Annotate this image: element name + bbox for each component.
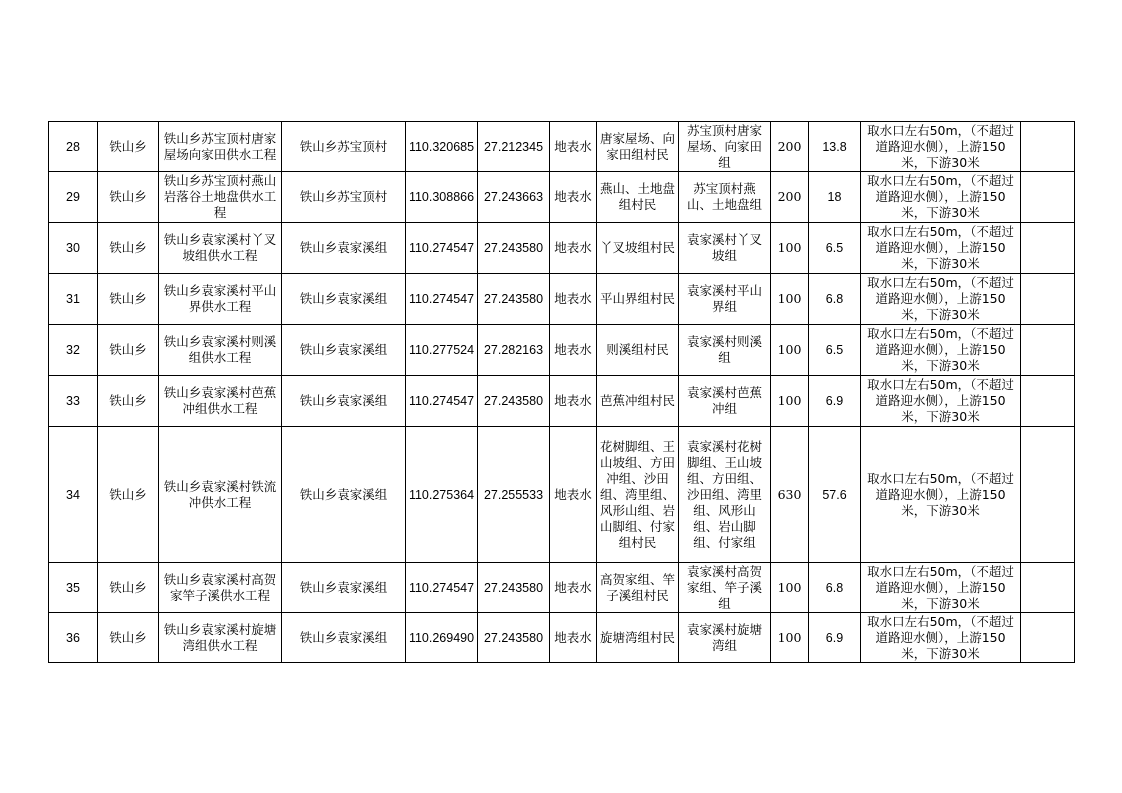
cell-flow: 13.8 <box>809 122 861 172</box>
cell-project-name: 铁山乡袁家溪村丫叉坡组供水工程 <box>159 223 282 274</box>
cell-protection-range: 取水口左右50m，（不超过道路迎水侧），上游150米，下游30米 <box>861 563 1021 613</box>
cell-note <box>1021 427 1075 563</box>
cell-supply-unit: 铁山乡袁家溪组 <box>282 613 406 663</box>
cell-project-name: 铁山乡袁家溪村高贺家竿子溪供水工程 <box>159 563 282 613</box>
cell-water-type: 地表水 <box>550 223 597 274</box>
cell-water-type: 地表水 <box>550 427 597 563</box>
cell-population: 100 <box>771 274 809 325</box>
cell-supply-area: 袁家溪村则溪组 <box>679 325 771 376</box>
table-row <box>49 376 1075 427</box>
cell-number: 31 <box>49 274 98 325</box>
cell-number: 34 <box>49 427 98 563</box>
cell-flow: 18 <box>809 172 861 223</box>
cell-supply-area: 袁家溪村平山界组 <box>679 274 771 325</box>
cell-supply-area: 袁家溪村旋塘湾组 <box>679 613 771 663</box>
cell-longitude: 110.274547 <box>406 223 478 274</box>
cell-water-users: 花树脚组、王山坡组、方田冲组、沙田组、湾里组、风形山组、岩山脚组、付家组村民 <box>597 427 679 563</box>
cell-water-type: 地表水 <box>550 274 597 325</box>
cell-flow: 57.6 <box>809 427 861 563</box>
cell-longitude: 110.274547 <box>406 563 478 613</box>
cell-project-name: 铁山乡袁家溪村平山界供水工程 <box>159 274 282 325</box>
cell-latitude: 27.243580 <box>478 274 550 325</box>
table-row <box>49 274 1075 325</box>
cell-flow: 6.8 <box>809 274 861 325</box>
cell-latitude: 27.255533 <box>478 427 550 563</box>
cell-protection-range: 取水口左右50m，（不超过道路迎水侧），上游150米，下游30米 <box>861 274 1021 325</box>
cell-project-name: 铁山乡苏宝顶村唐家屋场向家田供水工程 <box>159 122 282 172</box>
cell-population: 100 <box>771 376 809 427</box>
cell-number: 33 <box>49 376 98 427</box>
cell-longitude: 110.275364 <box>406 427 478 563</box>
cell-longitude: 110.274547 <box>406 376 478 427</box>
cell-project-name: 铁山乡袁家溪村则溪组供水工程 <box>159 325 282 376</box>
cell-note <box>1021 223 1075 274</box>
cell-note <box>1021 325 1075 376</box>
cell-water-users: 唐家屋场、向家田组村民 <box>597 122 679 172</box>
cell-township: 铁山乡 <box>98 223 159 274</box>
cell-longitude: 110.274547 <box>406 274 478 325</box>
cell-number: 35 <box>49 563 98 613</box>
cell-longitude: 110.308866 <box>406 172 478 223</box>
cell-water-type: 地表水 <box>550 563 597 613</box>
cell-water-users: 芭蕉冲组村民 <box>597 376 679 427</box>
cell-supply-unit: 铁山乡袁家溪组 <box>282 325 406 376</box>
table-row <box>49 563 1075 613</box>
table-row <box>49 613 1075 663</box>
table-row <box>49 172 1075 223</box>
cell-note <box>1021 613 1075 663</box>
cell-supply-unit: 铁山乡苏宝顶村 <box>282 172 406 223</box>
cell-population: 100 <box>771 223 809 274</box>
cell-flow: 6.9 <box>809 613 861 663</box>
cell-population: 200 <box>771 122 809 172</box>
cell-number: 32 <box>49 325 98 376</box>
cell-number: 29 <box>49 172 98 223</box>
table-row <box>49 325 1075 376</box>
table-row <box>49 122 1075 172</box>
cell-supply-unit: 铁山乡苏宝顶村 <box>282 122 406 172</box>
cell-note <box>1021 563 1075 613</box>
cell-water-users: 旋塘湾组村民 <box>597 613 679 663</box>
cell-supply-area: 袁家溪村芭蕉冲组 <box>679 376 771 427</box>
cell-water-type: 地表水 <box>550 122 597 172</box>
cell-note <box>1021 122 1075 172</box>
cell-township: 铁山乡 <box>98 613 159 663</box>
cell-population: 100 <box>771 563 809 613</box>
cell-water-users: 平山界组村民 <box>597 274 679 325</box>
cell-project-name: 铁山乡袁家溪村旋塘湾组供水工程 <box>159 613 282 663</box>
cell-supply-unit: 铁山乡袁家溪组 <box>282 223 406 274</box>
cell-supply-area: 苏宝顶村燕山、土地盘组 <box>679 172 771 223</box>
cell-supply-area: 袁家溪村高贺家组、竿子溪组 <box>679 563 771 613</box>
cell-supply-unit: 铁山乡袁家溪组 <box>282 563 406 613</box>
cell-supply-unit: 铁山乡袁家溪组 <box>282 376 406 427</box>
water-source-table <box>48 121 1075 663</box>
cell-project-name: 铁山乡苏宝顶村燕山岩落谷土地盘供水工程 <box>159 172 282 223</box>
cell-supply-area: 袁家溪村丫叉坡组 <box>679 223 771 274</box>
cell-population: 200 <box>771 172 809 223</box>
cell-protection-range: 取水口左右50m，（不超过道路迎水侧），上游150米，下游30米 <box>861 613 1021 663</box>
cell-water-users: 高贺家组、竿子溪组村民 <box>597 563 679 613</box>
cell-water-users: 则溪组村民 <box>597 325 679 376</box>
cell-longitude: 110.320685 <box>406 122 478 172</box>
cell-note <box>1021 274 1075 325</box>
cell-latitude: 27.243580 <box>478 613 550 663</box>
cell-number: 30 <box>49 223 98 274</box>
cell-latitude: 27.282163 <box>478 325 550 376</box>
cell-water-type: 地表水 <box>550 376 597 427</box>
cell-protection-range: 取水口左右50m，（不超过道路迎水侧），上游150米，下游30米 <box>861 427 1021 563</box>
cell-latitude: 27.243580 <box>478 563 550 613</box>
cell-flow: 6.5 <box>809 325 861 376</box>
cell-supply-unit: 铁山乡袁家溪组 <box>282 427 406 563</box>
cell-population: 630 <box>771 427 809 563</box>
cell-note <box>1021 376 1075 427</box>
cell-water-type: 地表水 <box>550 613 597 663</box>
cell-township: 铁山乡 <box>98 427 159 563</box>
cell-water-users: 燕山、土地盘组村民 <box>597 172 679 223</box>
cell-population: 100 <box>771 325 809 376</box>
table-row <box>49 427 1075 563</box>
cell-project-name: 铁山乡袁家溪村芭蕉冲组供水工程 <box>159 376 282 427</box>
cell-supply-area: 袁家溪村花树脚组、王山坡组、方田组、沙田组、湾里组、风形山组、岩山脚组、付家组 <box>679 427 771 563</box>
cell-protection-range: 取水口左右50m，（不超过道路迎水侧），上游150米，下游30米 <box>861 223 1021 274</box>
cell-township: 铁山乡 <box>98 376 159 427</box>
cell-latitude: 27.212345 <box>478 122 550 172</box>
cell-longitude: 110.277524 <box>406 325 478 376</box>
cell-latitude: 27.243580 <box>478 223 550 274</box>
cell-flow: 6.8 <box>809 563 861 613</box>
cell-protection-range: 取水口左右50m，（不超过道路迎水侧），上游150米，下游30米 <box>861 122 1021 172</box>
cell-note <box>1021 172 1075 223</box>
cell-supply-unit: 铁山乡袁家溪组 <box>282 274 406 325</box>
cell-number: 28 <box>49 122 98 172</box>
cell-population: 100 <box>771 613 809 663</box>
cell-number: 36 <box>49 613 98 663</box>
cell-township: 铁山乡 <box>98 172 159 223</box>
table-body <box>49 122 1075 663</box>
cell-longitude: 110.269490 <box>406 613 478 663</box>
cell-water-type: 地表水 <box>550 172 597 223</box>
cell-water-type: 地表水 <box>550 325 597 376</box>
cell-flow: 6.9 <box>809 376 861 427</box>
cell-township: 铁山乡 <box>98 122 159 172</box>
table-row <box>49 223 1075 274</box>
cell-supply-area: 苏宝顶村唐家屋场、向家田组 <box>679 122 771 172</box>
cell-township: 铁山乡 <box>98 563 159 613</box>
cell-protection-range: 取水口左右50m，（不超过道路迎水侧），上游150米，下游30米 <box>861 376 1021 427</box>
cell-township: 铁山乡 <box>98 325 159 376</box>
cell-protection-range: 取水口左右50m，（不超过道路迎水侧），上游150米，下游30米 <box>861 172 1021 223</box>
cell-protection-range: 取水口左右50m，（不超过道路迎水侧），上游150米，下游30米 <box>861 325 1021 376</box>
cell-water-users: 丫叉坡组村民 <box>597 223 679 274</box>
cell-project-name: 铁山乡袁家溪村铁流冲供水工程 <box>159 427 282 563</box>
cell-flow: 6.5 <box>809 223 861 274</box>
cell-latitude: 27.243580 <box>478 376 550 427</box>
cell-township: 铁山乡 <box>98 274 159 325</box>
cell-latitude: 27.243663 <box>478 172 550 223</box>
